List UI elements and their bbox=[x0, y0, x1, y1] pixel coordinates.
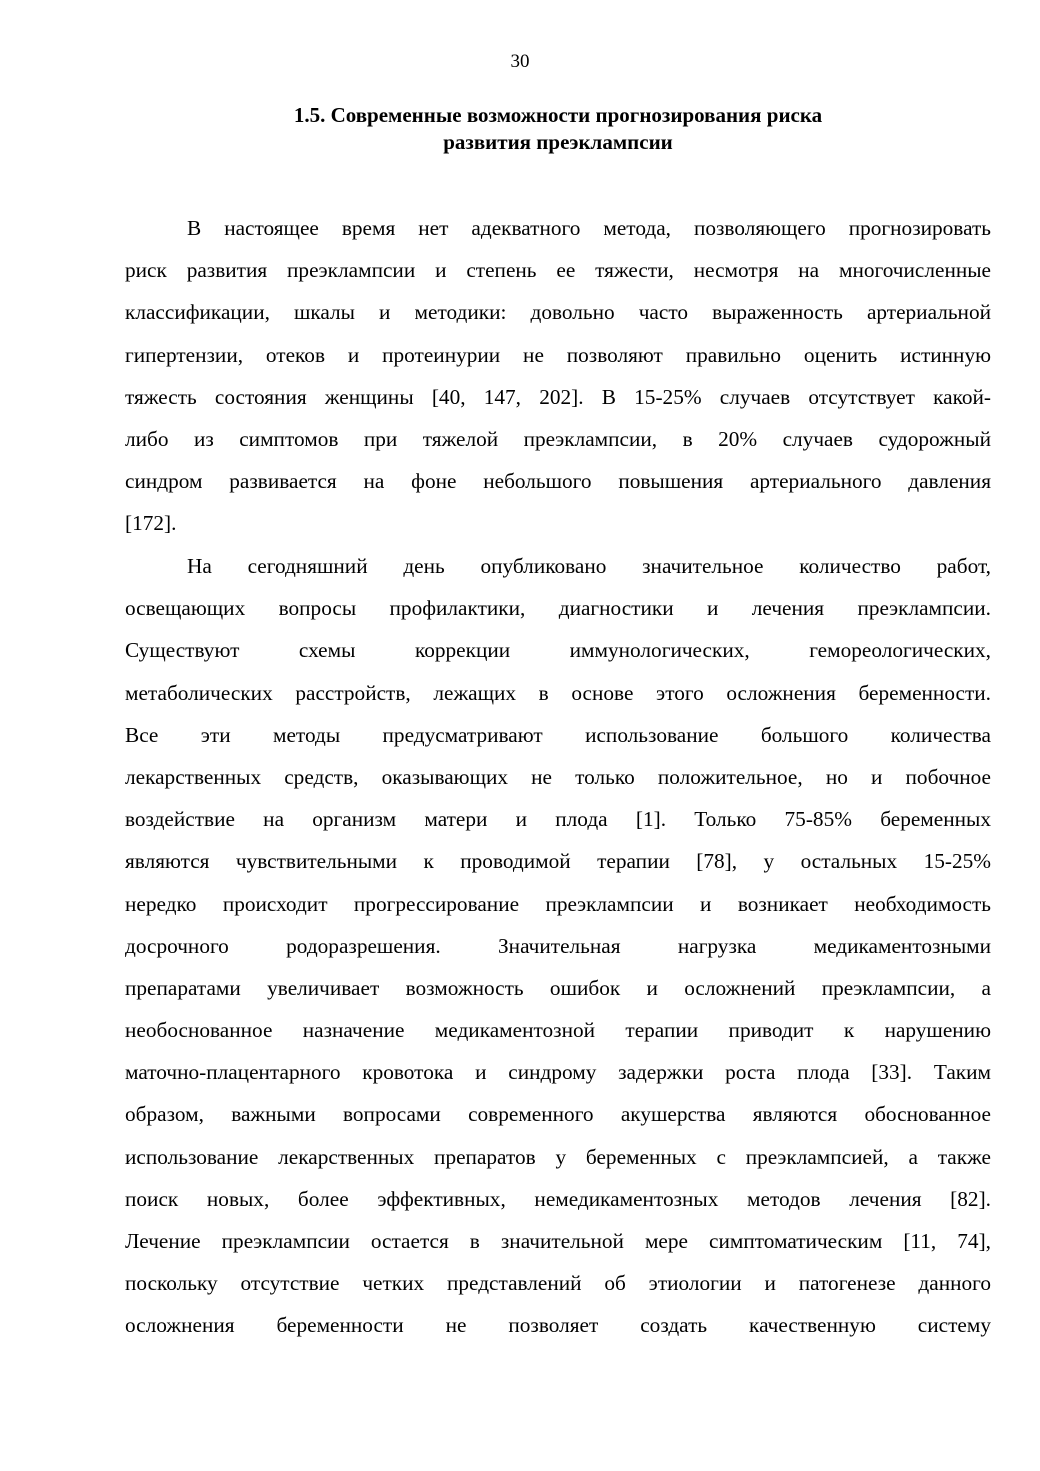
text-line: необоснованное назначение медикаментозной терапии приводит к нарушению bbox=[125, 1018, 991, 1043]
paragraph-2 bbox=[125, 545, 991, 1347]
paragraph-1 bbox=[125, 207, 991, 545]
text-line: поскольку отсутствие четких представлений об этиологии и патогенезе данного bbox=[125, 1271, 991, 1296]
text-line: досрочного родоразрешения. Значительная нагрузка медикаментозными bbox=[125, 933, 991, 958]
text-line: поиск новых, более эффективных, немедикаментозных методов лечения [82]. bbox=[125, 1186, 991, 1211]
text-line: классификации, шкалы и методики: довольно часто выраженность артериальной bbox=[125, 300, 991, 325]
text-line: Все эти методы предусматривают использование большого количества bbox=[125, 722, 991, 747]
text-line: являются чувствительными к проводимой терапии [78], у остальных 15-25% bbox=[125, 849, 991, 874]
text-line: Существуют схемы коррекции иммунологических, гемореологических, bbox=[125, 638, 991, 663]
section-title-line-2: развития преэклампсии bbox=[443, 130, 673, 154]
text-line: образом, важными вопросами современного акушерства являются обоснованное bbox=[125, 1102, 991, 1127]
text-line: использование лекарственных препаратов у беременных с преэклампсией, а также bbox=[125, 1144, 991, 1169]
text-line: Лечение преэклампсии остается в значительной мере симптоматическим [11, 74], bbox=[125, 1229, 991, 1253]
section-title bbox=[125, 102, 991, 156]
text-line: либо из симптомов при тяжелой преэклампсии, в 20% случаев судорожный bbox=[125, 426, 991, 451]
text-line: препаратами увеличивает возможность ошибок и осложнений преэклампсии, а bbox=[125, 975, 991, 1000]
text-line: В настоящее время нет адекватного метода, позволяющего прогнозировать bbox=[187, 216, 991, 240]
text-line: [172]. bbox=[125, 511, 177, 536]
page-number: 30 bbox=[510, 51, 530, 72]
section-title-line-1: 1.5. Современные возможности прогнозирования риска bbox=[293, 103, 823, 127]
text-line: лекарственных средств, оказывающих не только положительное, но и побочное bbox=[125, 764, 991, 789]
text-line: На сегодняшний день опубликовано значительное количество работ, bbox=[187, 554, 991, 578]
text-line: осложнения беременности не позволяет создать качественную систему bbox=[125, 1313, 991, 1338]
text-line: воздействие на организм матери и плода [1]. Только 75-85% беременных bbox=[125, 807, 991, 832]
text-line: тяжесть состояния женщины [40, 147, 202]. В 15-25% случаев отсутствует какой- bbox=[125, 384, 991, 409]
text-line: риск развития преэклампсии и степень ее тяжести, несмотря на многочисленные bbox=[125, 258, 991, 283]
text-line: нередко происходит прогрессирование преэклампсии и возникает необходимость bbox=[125, 891, 991, 916]
text-line: гипертензии, отеков и протеинурии не позволяют правильно оценить истинную bbox=[125, 342, 991, 367]
text-line: метаболических расстройств, лежащих в основе этого осложнения беременности. bbox=[125, 680, 991, 705]
text-line: освещающих вопросы профилактики, диагностики и лечения преэклампсии. bbox=[125, 596, 991, 621]
text-line: маточно-плацентарного кровотока и синдрому задержки роста плода [33]. Таким bbox=[125, 1060, 991, 1085]
text-line: синдром развивается на фоне небольшого повышения артериального давления bbox=[125, 469, 991, 494]
